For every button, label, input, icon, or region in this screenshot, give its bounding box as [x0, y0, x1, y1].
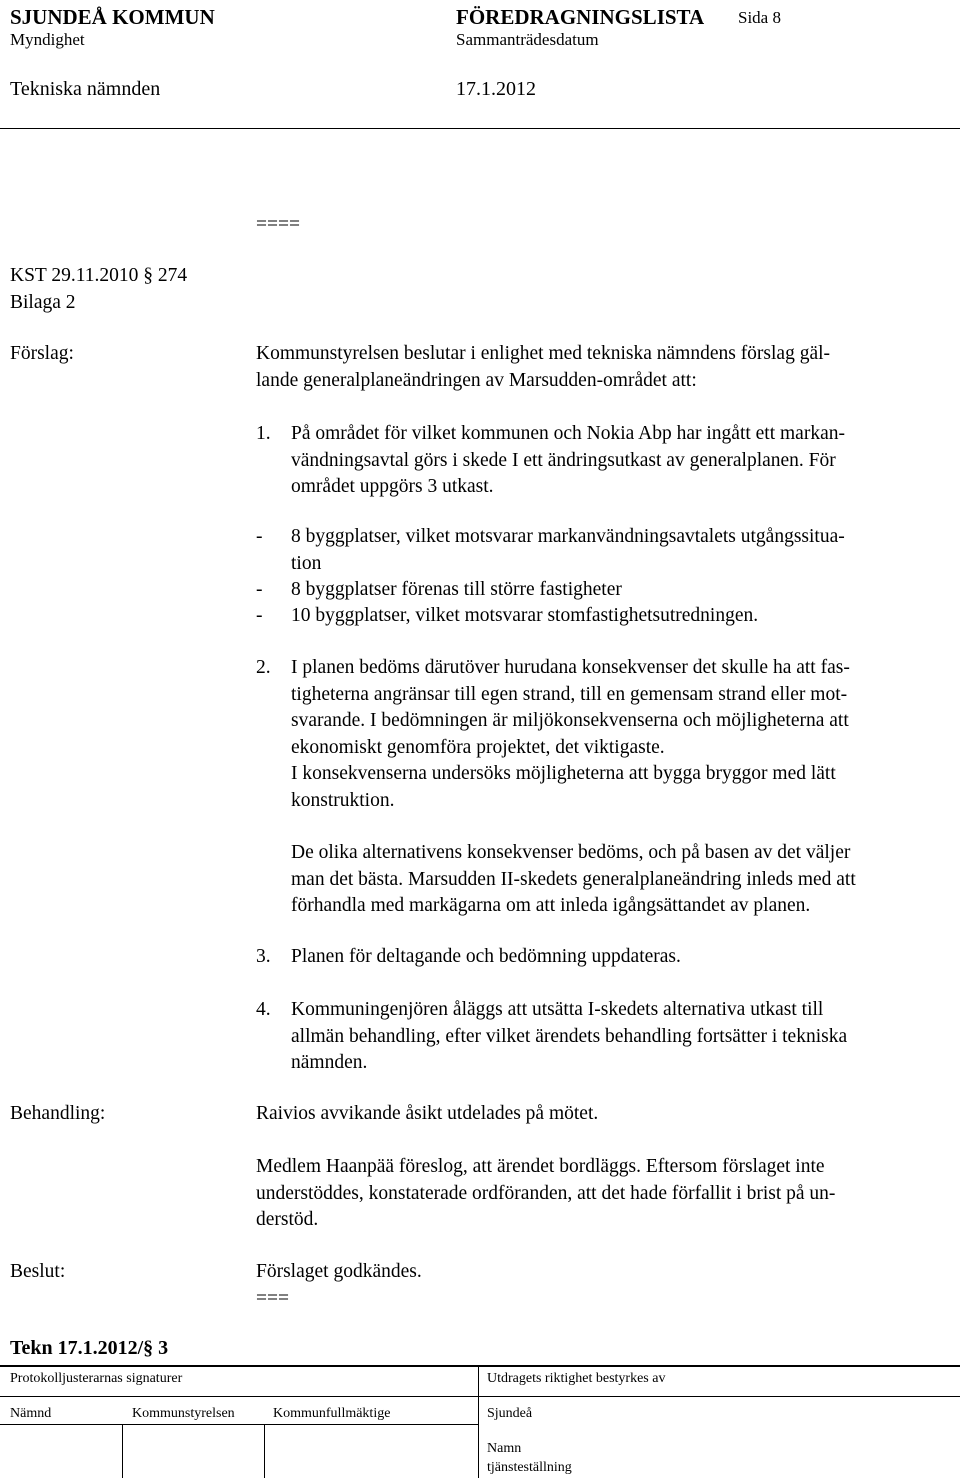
treatment-para-2	[256, 1154, 835, 1234]
text-line: förhandla med markägarna om att inleda igångsättandet av planen.	[291, 895, 811, 916]
item-3-number: 3.	[256, 946, 271, 967]
position-label: tjänsteställning	[487, 1460, 572, 1475]
document-type: FÖREDRAGNINGSLISTA	[456, 5, 705, 29]
decision-label: Beslut:	[10, 1261, 66, 1282]
footer-vertical-divider	[478, 1366, 479, 1478]
bullet-dash: -	[256, 526, 263, 547]
signature-column-divider	[122, 1424, 123, 1478]
bullet-3-text: 10 byggplatser, vilket motsvarar stomfastighetsutredningen.	[291, 605, 759, 626]
text-line: understöddes, konstaterade ordföranden, att det hade förfallit i brist på un-	[256, 1182, 836, 1204]
signature-column-kommunstyrelsen: Kommunstyrelsen	[132, 1406, 235, 1421]
treatment-label: Behandling:	[10, 1103, 106, 1124]
signature-row-rule	[0, 1424, 478, 1425]
text-line: På området för vilket kommunen och Nokia Abp har ingått ett markan-	[291, 423, 845, 444]
signature-column-kommunfullmaktige: Kommunfullmäktige	[273, 1406, 391, 1421]
header-rule	[0, 128, 960, 129]
item-2-text	[291, 655, 850, 814]
bullet-dash: -	[256, 605, 263, 626]
text-line: konstruktion.	[291, 789, 395, 811]
item-1-text	[291, 421, 845, 501]
text-line: tion	[291, 552, 322, 574]
item-3-text: Planen för deltagande och bedömning uppdateras.	[291, 946, 681, 967]
item-1-number: 1.	[256, 423, 271, 444]
signatures-label: Protokolljusterarnas signaturer	[10, 1371, 183, 1386]
text-line: området uppgörs 3 utkast.	[291, 476, 494, 497]
text-line: tigheterna angränsar till egen strand, till en gemensam strand eller mot-	[291, 683, 848, 705]
reference-line-2: Bilaga 2	[10, 292, 76, 313]
next-section-heading: Tekn 17.1.2012/§ 3	[10, 1337, 169, 1359]
text-line: Kommuningenjören åläggs att utsätta I-skedets alternativa utkast till	[291, 999, 824, 1020]
organization-name: SJUNDEÅ KOMMUN	[10, 5, 215, 29]
text-line: lande generalplaneändringen av Marsudden-området att:	[256, 369, 697, 391]
top-separator: ====	[256, 214, 300, 235]
text-line: ekonomiskt genomföra projektet, det viktigaste.	[291, 736, 665, 758]
text-line: derstöd.	[256, 1209, 319, 1230]
authority-value: Tekniska nämnden	[10, 78, 161, 100]
footer-mid-rule	[0, 1396, 960, 1397]
place-label: Sjundeå	[487, 1406, 533, 1421]
text-line: De olika alternativens konsekvenser bedöms, och på basen av det väljer	[291, 842, 851, 863]
treatment-para-1: Raivios avvikande åsikt utdelades på mötet.	[256, 1103, 599, 1124]
authority-label: Myndighet	[10, 30, 85, 49]
bullet-1-text	[291, 524, 845, 577]
text-line: svarande. I bedömningen är miljökonsekvenserna och möjligheterna att	[291, 710, 849, 731]
proposal-label: Förslag:	[10, 343, 74, 364]
proposal-intro	[256, 341, 830, 394]
page-label: Sida 8	[738, 8, 781, 27]
reference-line-1: KST 29.11.2010 § 274	[10, 265, 188, 286]
meeting-date-value: 17.1.2012	[456, 78, 536, 100]
text-line: Medlem Haanpää föreslog, att ärendet bordläggs. Eftersom förslaget inte	[256, 1156, 825, 1177]
extract-label: Utdragets riktighet bestyrkes av	[487, 1371, 666, 1386]
name-label: Namn	[487, 1441, 522, 1456]
text-line: nämnden.	[291, 1052, 368, 1073]
text-line: allmän behandling, efter vilket ärendets behandling fortsätter i tekniska	[291, 1025, 848, 1047]
item-4-number: 4.	[256, 999, 271, 1020]
decision-separator: ===	[256, 1288, 289, 1309]
footer-top-rule	[0, 1365, 960, 1367]
signature-column-divider	[264, 1424, 265, 1478]
signature-column-namnd: Nämnd	[10, 1406, 52, 1421]
text-line: vändningsavtal görs i skede I ett ändringsutkast av generalplanen. För	[291, 449, 836, 471]
text-line: I konsekvenserna undersöks möjligheterna att bygga bryggor med lätt	[291, 763, 836, 784]
decision-text: Förslaget godkändes.	[256, 1261, 422, 1282]
item-4-text	[291, 997, 847, 1077]
meeting-date-label: Sammanträdesdatum	[456, 30, 599, 49]
bullet-2-text: 8 byggplatser förenas till större fastigheter	[291, 579, 622, 600]
item-2-text-continued	[291, 840, 856, 920]
text-line: 8 byggplatser, vilket motsvarar markanvändningsavtalets utgångssitua-	[291, 526, 845, 547]
text-line: Kommunstyrelsen beslutar i enlighet med tekniska nämndens förslag gäl-	[256, 343, 831, 364]
bullet-dash: -	[256, 579, 263, 600]
item-2-number: 2.	[256, 657, 271, 678]
text-line: I planen bedöms därutöver hurudana konsekvenser det skulle ha att fas-	[291, 657, 850, 678]
text-line: man det bästa. Marsudden II-skedets generalplaneändring inleds med att	[291, 868, 856, 890]
